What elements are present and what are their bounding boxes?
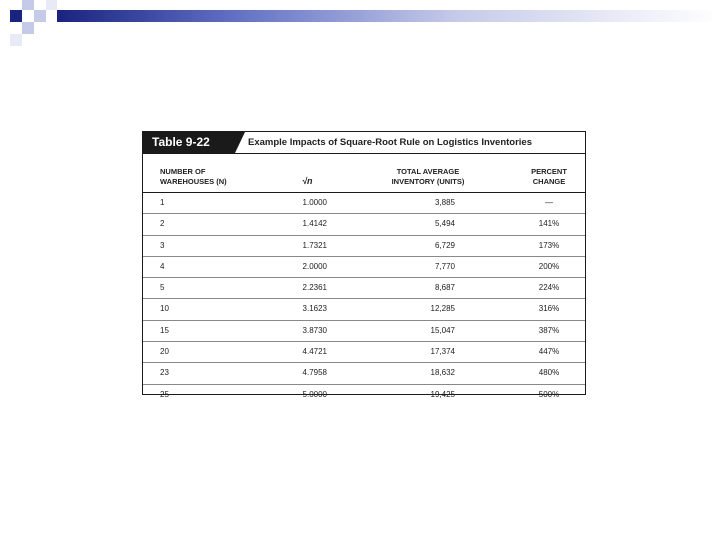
cell-percent-change: 200% (538, 261, 560, 271)
inventory-table (142, 131, 586, 399)
header-inventory-line1: TOTAL AVERAGE (396, 167, 460, 176)
table-row (143, 257, 585, 278)
cell-warehouses: 10 (160, 304, 169, 314)
table-title: Example Impacts of Square-Root Rule on Logistics Inventories (248, 137, 532, 148)
slide-header-decoration (0, 0, 720, 46)
table-body (143, 193, 585, 405)
cell-inventory: 8,687 (434, 283, 455, 293)
table-row (143, 363, 585, 384)
cell-percent-change: 173% (538, 240, 560, 250)
decor-square (10, 10, 22, 22)
table-row (143, 342, 585, 363)
cell-percent-change: 387% (538, 325, 560, 335)
table-row (143, 236, 585, 257)
cell-warehouses: 23 (160, 368, 169, 378)
cell-inventory: 3,885 (434, 198, 455, 207)
cell-sqrt: 1.7321 (302, 240, 327, 250)
cell-warehouses: 1 (160, 198, 165, 207)
header-warehouses-line1: NUMBER OF (160, 167, 206, 176)
table-header-row (143, 154, 585, 193)
cell-sqrt: 1.4142 (302, 219, 327, 229)
table-row (143, 193, 585, 214)
cell-sqrt: 3.1623 (302, 304, 327, 314)
cell-sqrt: 1.0000 (302, 198, 327, 207)
table-row (143, 299, 585, 320)
table-row (143, 214, 585, 235)
cell-warehouses: 2 (160, 219, 165, 229)
cell-inventory: 15,047 (430, 325, 455, 335)
header-percent-line1: PERCENT (531, 167, 567, 176)
cell-inventory: 5,494 (434, 219, 455, 229)
cell-sqrt: 2.2361 (302, 283, 327, 293)
header-percent-change (527, 167, 571, 187)
cell-sqrt: 2.0000 (302, 261, 327, 271)
table-row (143, 278, 585, 299)
cell-inventory: 17,374 (430, 347, 455, 357)
cell-percent-change: 480% (538, 368, 560, 378)
header-percent-line2: CHANGE (532, 177, 566, 186)
decor-square (34, 10, 46, 22)
cell-percent-change: 141% (538, 219, 560, 229)
header-inventory-line2: INVENTORY (UNITS) (391, 177, 465, 186)
cell-percent-change: 447% (538, 347, 560, 357)
cell-sqrt: 4.7958 (302, 368, 327, 378)
cell-percent-change: 500% (538, 389, 560, 399)
table-label: Table 9-22 (143, 132, 235, 153)
header-warehouses (160, 167, 270, 187)
cell-sqrt: 5.0000 (302, 389, 327, 399)
cell-warehouses: 3 (160, 240, 165, 250)
header-warehouses-line2: WAREHOUSES (N) (160, 177, 227, 186)
cell-sqrt: 3.8730 (302, 325, 327, 335)
cell-inventory: 6,729 (434, 240, 455, 250)
decor-square (22, 0, 34, 10)
cell-inventory: 19,425 (430, 389, 455, 399)
cell-warehouses: 20 (160, 347, 169, 357)
table-title-bar (143, 132, 585, 154)
decor-square (22, 22, 34, 34)
cell-warehouses: 5 (160, 283, 165, 293)
header-inventory (383, 167, 473, 187)
table-row (143, 321, 585, 342)
cell-sqrt: 4.4721 (302, 347, 327, 357)
header-sqrt: √n (302, 176, 313, 186)
cell-warehouses: 4 (160, 261, 165, 271)
cell-percent-change: — (545, 198, 553, 207)
header-gradient-band (57, 10, 720, 22)
cell-inventory: 7,770 (434, 261, 455, 271)
table-row (143, 385, 585, 405)
cell-warehouses: 15 (160, 325, 169, 335)
cell-inventory: 18,632 (430, 368, 455, 378)
cell-percent-change: 316% (538, 304, 560, 314)
cell-warehouses: 25 (160, 389, 169, 399)
decor-square (46, 0, 57, 10)
cell-percent-change: 224% (538, 283, 560, 293)
decor-square (10, 34, 22, 46)
cell-inventory: 12,285 (430, 304, 455, 314)
